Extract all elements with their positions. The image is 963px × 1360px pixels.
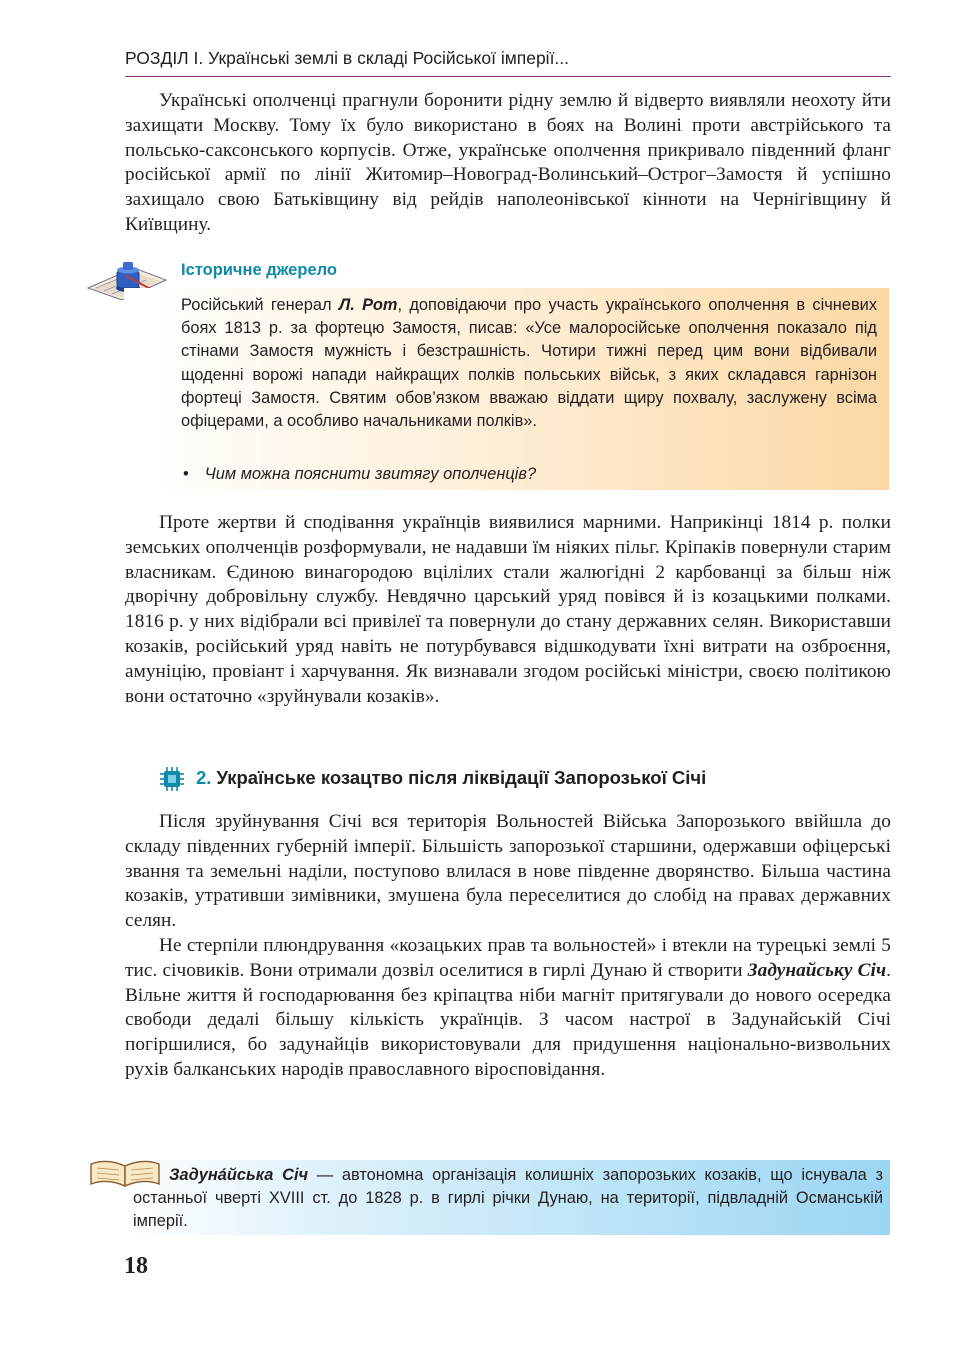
page-number: 18	[124, 1253, 148, 1279]
source-title: Історичне джерело	[181, 261, 337, 279]
definition-term: Задуна́йська Січ	[169, 1166, 309, 1184]
source-quote: Російський генерал Л. Рот, доповідаючи про участь українського ополчення в січневих боях 1813 р. за фортецю Замостя, писав: «Усе малоросійське ополчення показало під стінами Замостя мужність і безстрашність. Чотири тижні перед цим вони відбивали щоденні ворожі напади найкращих полків польських військ, з яких складався гарнізон фортеці Замостя. Святим обов’язком вважаю віддати щиру похвалу, заслужену всіма офіцерами, а особливо начальниками полків».	[181, 296, 878, 431]
bullet-icon: •	[183, 465, 189, 483]
paragraph: Проте жертви й сподівання українців виявилися марними. Наприкінці 1814 р. полки земських ополченців розформували, не надавши їм ніяких пільг. Кріпаків повернули старим власникам. Єдиною винагородою вцілілих стали жалюгідні 2 карбованці за більш ніж дворічну добровільну службу. Невдячно царський уряд повівся й із козацькими полками. 1816 р. у них відібрали всі привілеї та повернули до стану державних селян. Використавши козаків, російський уряд навіть не потурбувався відшкодувати їхні витрати на озброєння, амуніцію, провіант і харчування. Як визнавали згодом російські міністри, своєю політикою вони остаточно «зруйнували козаків».	[125, 512, 891, 707]
paragraph: Не стерпіли плюндрування «козацьких прав та вольностей» і втекли на турецькі землі 5 тис. січовиків. Вони отримали дозвіл оселитися в гирлі Дунаю й створити Задунайську Січ. Вільне життя й господарювання без кріпацтва ніби магніт притягували до нового осередка свободи дедалі більшу кількість українців. З часом настрої в Задунайській Січі погіршилися, бо задунайців використовували для придушення національно-визвольних рухів балканських народів православного віросповідання.	[125, 935, 892, 1080]
paragraph: Після зруйнування Січі вся територія Вольностей Війська Запорозького ввійшла до складу південних губерній імперії. Більшість запорозької старшини, одержавши офіцерські звання та земельні наділи, поступово влилася в нове південне дворянство. Більша частина козаків, утративши зимівники, змушена була переселитися до слобід на правах державних селян.	[125, 811, 891, 932]
running-header: РОЗДІЛ І. Українські землі в складі Російської імперії...	[125, 48, 570, 68]
source-author: Л. Рот	[338, 296, 398, 314]
paragraph: Українські ополченці прагнули боронити рідну землю й відверто виявляли неохоту йти захищати Москву. Тому їх було використано в боях на Волині проти австрійського та польсько-саксонського корпусів. Отже, українське ополчення прикривало південний фланг російської армії по лінії Житомир–Новоград-Волинський–Острог–Замостя й успішно захищало свою Батьківщину від рейдів наполеонівської кінноти на Чернігівщину й Київщину.	[125, 90, 891, 235]
term-highlight: Задунайську Січ	[747, 959, 887, 981]
source-question: • Чим можна пояснити звитягу ополченців?	[183, 465, 537, 483]
header-rule	[125, 76, 891, 77]
definition-text: Задуна́йська Січ — автономна організація колишніх запорозьких козаків, що існувала з останньої чверті XVIII ст. до 1828 р. в гирлі річки Дунаю, на території, підвладній Османській імперії.	[133, 1166, 883, 1230]
section-heading: 2. Українське козацтво після ліквідації Запорозької Січі	[196, 767, 707, 788]
section-number: 2.	[196, 767, 212, 788]
chip-icon	[160, 767, 184, 791]
